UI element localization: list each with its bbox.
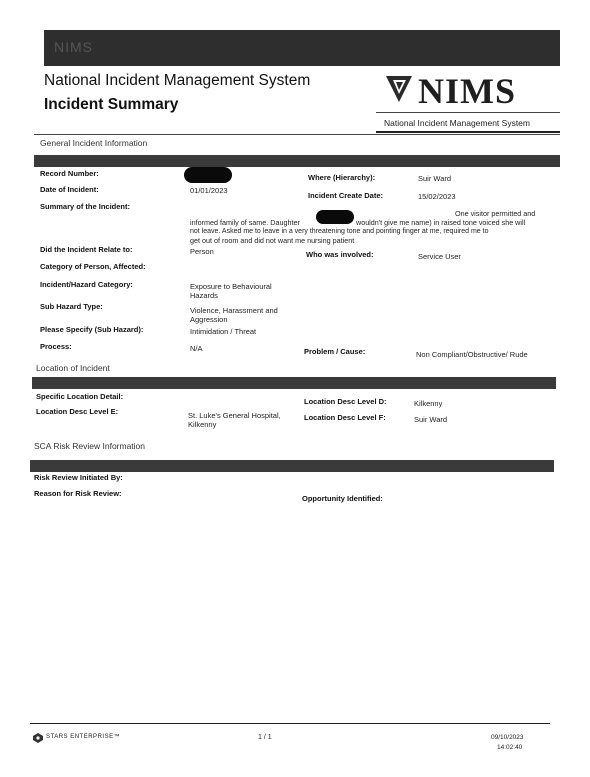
- system-title: National Incident Management System: [44, 72, 311, 89]
- logo-divider: [376, 112, 560, 113]
- hazard-category-label: Incident/Hazard Category:: [40, 280, 133, 289]
- level-e-label: Location Desc Level E:: [36, 407, 119, 416]
- summary-line-3: not leave. Asked me to leave in a very threatening tone and pointing finger at me, required me to: [190, 228, 489, 235]
- relate-label: Did the Incident Relate to:: [40, 245, 133, 254]
- specific-location-label: Specific Location Detail:: [36, 392, 124, 401]
- section-rule: [34, 134, 560, 135]
- section-band-general: [34, 155, 560, 167]
- relate-value: Person: [190, 247, 214, 256]
- summary-line-1: One visitor permitted and: [455, 209, 536, 218]
- hazard-category-value-2: Hazards: [190, 291, 218, 300]
- level-e-value-2: Kilkenny: [188, 420, 217, 429]
- record-number-label: Record Number:: [40, 169, 99, 178]
- section-title-general: General Incident Information: [40, 138, 148, 148]
- summary-line-2b: wouldn't give me name) in raised tone voiced she will: [356, 218, 526, 227]
- where-value: Suir Ward: [418, 174, 452, 183]
- section-title-location: Location of Incident: [36, 363, 110, 373]
- problem-value: Non Compliant/Obstructive/ Rude: [416, 350, 528, 359]
- redaction-block: [316, 210, 354, 224]
- who-value: Service User: [418, 252, 461, 261]
- logo-wordmark: NIMS: [418, 71, 517, 111]
- section-band-location: [32, 377, 556, 389]
- level-f-value: Suir Ward: [414, 415, 448, 424]
- risk-reason-label: Reason for Risk Review:: [34, 489, 122, 498]
- logo-underline: [376, 131, 560, 133]
- level-f-label: Location Desc Level F:: [304, 413, 386, 422]
- summary-line-2a: informed family of same. Daughter: [190, 218, 300, 227]
- logo-subtitle: National Incident Management System: [384, 118, 530, 128]
- specify-value: Intimidation / Threat: [190, 327, 257, 336]
- page-title: Incident Summary: [44, 96, 179, 113]
- banner-ghost-text: NIMS: [54, 39, 93, 55]
- specify-label: Please Specify (Sub Hazard):: [40, 325, 144, 334]
- level-d-value: Kilkenny: [414, 399, 443, 408]
- who-label: Who was involved:: [306, 250, 374, 259]
- sub-hazard-label: Sub Hazard Type:: [40, 302, 103, 311]
- sub-hazard-value-2: Aggression: [190, 315, 228, 324]
- where-label: Where (Hierarchy):: [308, 173, 376, 182]
- summary-label: Summary of the Incident:: [40, 202, 131, 211]
- sub-hazard-value-1: Violence, Harassment and: [190, 306, 278, 315]
- footer-page-number: 1 / 1: [258, 734, 272, 741]
- top-banner: [44, 30, 560, 66]
- level-e-value-1: St. Luke's General Hospital,: [188, 411, 281, 420]
- create-date-label: Incident Create Date:: [308, 191, 384, 200]
- summary-line-4: get out of room and did not want me nursing patient: [190, 236, 355, 245]
- process-value: N/A: [190, 344, 203, 353]
- create-date-value: 15/02/2023: [418, 192, 456, 201]
- stars-logo-icon: [33, 733, 43, 743]
- level-d-label: Location Desc Level D:: [304, 397, 387, 406]
- hazard-category-value-1: Exposure to Behavioural: [190, 282, 272, 291]
- footer-rule: [30, 723, 550, 724]
- opportunity-label: Opportunity Identified:: [302, 494, 383, 503]
- date-value: 01/01/2023: [190, 186, 228, 195]
- process-label: Process:: [40, 342, 72, 351]
- section-title-risk: SCA Risk Review Information: [34, 441, 146, 451]
- risk-initiated-label: Risk Review Initiated By:: [34, 473, 123, 482]
- section-band-risk: [30, 460, 554, 472]
- redaction-block: [184, 167, 232, 183]
- nims-logo-icon: [384, 74, 414, 104]
- footer-brand: STARS ENTERPRISE™: [46, 734, 121, 740]
- footer-time: 14:02:40: [497, 744, 523, 751]
- date-label: Date of Incident:: [40, 185, 99, 194]
- footer-date: 09/10/2023: [491, 734, 524, 741]
- problem-label: Problem / Cause:: [304, 347, 366, 356]
- category-person-label: Category of Person, Affected:: [40, 262, 146, 271]
